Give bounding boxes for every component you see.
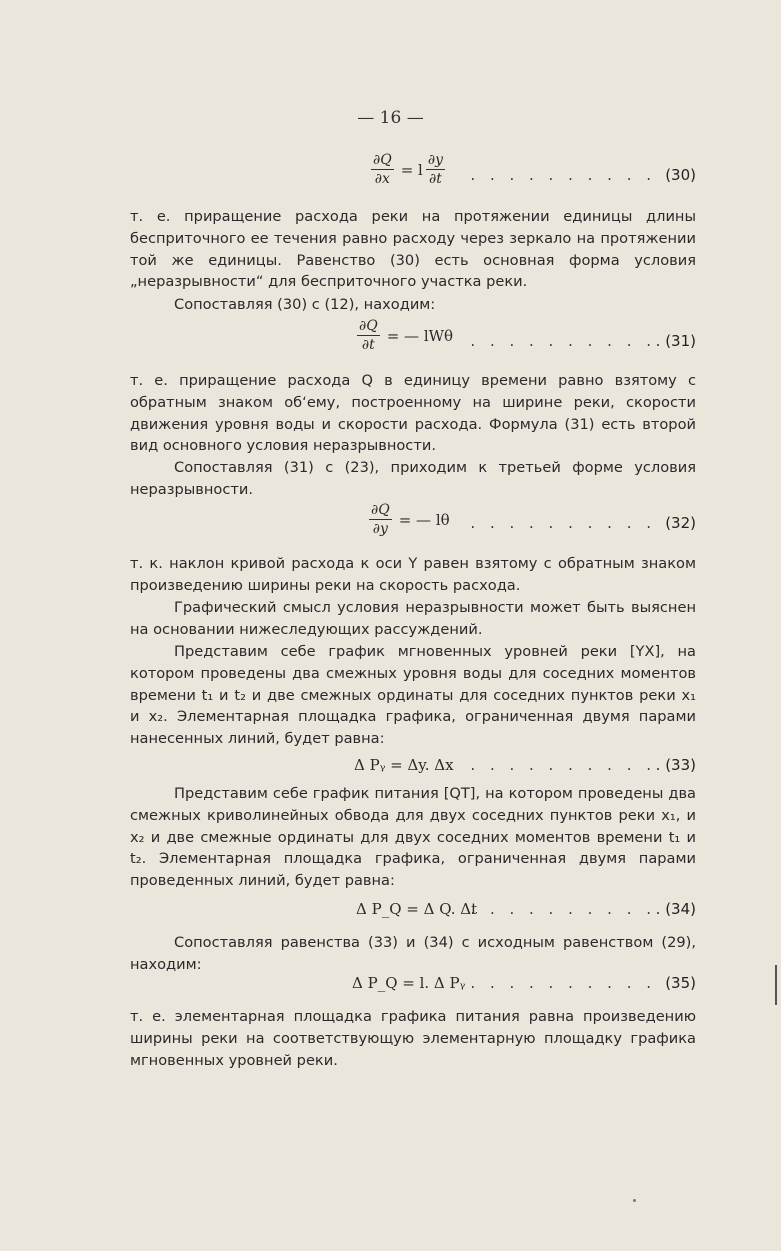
paragraph-6: Графический смысл условия неразрывности может быть выяснен на основании нижеследующих рассуждений.: [130, 599, 696, 638]
paragraph-2: Сопоставляя (30) с (12), находим:: [174, 296, 436, 313]
leader-dots: . . . . . . . . . .: [470, 514, 656, 532]
fraction-dq-dt: $\frac{\partial Q}{\partial t}$: [359, 318, 378, 353]
equation-31: $\frac{\partial Q}{\partial t}$ = — lWθ . . . . . . . . . . . (31): [359, 318, 696, 353]
paragraph-10: т. е. элементарная площадка графика питания равна произведению ширины реки на соответствующую элементарную площадку графика мгновенных уровней реки.: [130, 1008, 696, 1069]
paragraph-5: т. к. наклон кривой расхода к оси Y равен взятому с обратным знаком произведению ширины реки на скорость расхода.: [130, 555, 696, 594]
page-number: — 16 —: [357, 108, 424, 128]
fraction-dq-dx: $\frac{\partial Q}{\partial x}$: [373, 152, 392, 187]
equation-number: (35): [665, 974, 696, 992]
paragraph-7: Представим себе график мгновенных уровней реки [YX], на котором проведены два смежных уровня воды для соседних моментов времени t₁ и t₂ и две смежных ординаты для соседних пунктов реки x₁ и x₂. Элементарная площадка графика, ограниченная двумя парами нанесенных линий, будет равна:: [130, 643, 696, 748]
equation-number: (30): [665, 166, 696, 184]
equation-35: Δ P_Q = l. Δ Pᵧ . . . . . . . . . . (35): [352, 974, 696, 992]
paragraph-1: т. е. приращение расхода реки на протяжении единицы длины бесприточного ее течения равно расходу через зеркало на протяжении той же единицы. Равенство (30) есть основная форма условия „неразрывности“ для бесприточного участка реки.: [130, 208, 696, 291]
fraction-dq-dy: $\frac{\partial Q}{\partial y}$: [371, 502, 390, 537]
paragraph-4: Сопоставляя (31) с (23), приходим к третьей форме условия неразрывности.: [130, 459, 696, 498]
equation-34: Δ P_Q = Δ Q. Δt . . . . . . . . . . . (34): [356, 900, 696, 918]
leader-dots: . . . . . . . . . .: [470, 900, 656, 918]
leader-dots: . . . . . . . . . .: [470, 756, 656, 774]
paper-speck: [633, 1199, 636, 1202]
leader-dots: . . . . . . . . . .: [470, 974, 656, 992]
equation-number: . (33): [655, 756, 696, 774]
equation-number: . (31): [655, 332, 696, 350]
equation-30: $\frac{\partial Q}{\partial x}$ = l $\frac{\partial y}{\partial t}$ . . . . . . . . . . (30): [373, 152, 696, 187]
equation-32: $\frac{\partial Q}{\partial y}$ = — lθ . . . . . . . . . . (32): [371, 502, 696, 537]
margin-mark: [775, 965, 777, 1005]
paragraph-3: т. е. приращение расхода Q в единицу времени равно взятому с обратным знаком об‘ему, построенному на ширине реки, скорости движения уровня воды и скорости расхода. Формула (31) есть второй вид основного условия неразрывности.: [130, 372, 696, 455]
equation-33: Δ Pᵧ = Δy. Δx . . . . . . . . . . . (33): [354, 756, 696, 774]
leader-dots: . . . . . . . . . .: [470, 332, 656, 350]
equation-number: . (34): [655, 900, 696, 918]
fraction-dy-dt: $\frac{\partial y}{\partial t}$: [427, 152, 444, 187]
leader-dots: . . . . . . . . . .: [470, 166, 656, 184]
equation-number: (32): [665, 514, 696, 532]
paragraph-9: Сопоставляя равенства (33) и (34) с исходным равенством (29), находим:: [130, 934, 696, 973]
paragraph-8: Представим себе график питания [QT], на котором проведены два смежных криволинейных обвода для двух соседних пунктов реки x₁, и x₂ и две смежные ординаты для двух соседних моментов времени t₁ и t₂. Элементарная площадка графика, ограниченная двумя парами проведенных линий, будет равна:: [130, 785, 696, 890]
